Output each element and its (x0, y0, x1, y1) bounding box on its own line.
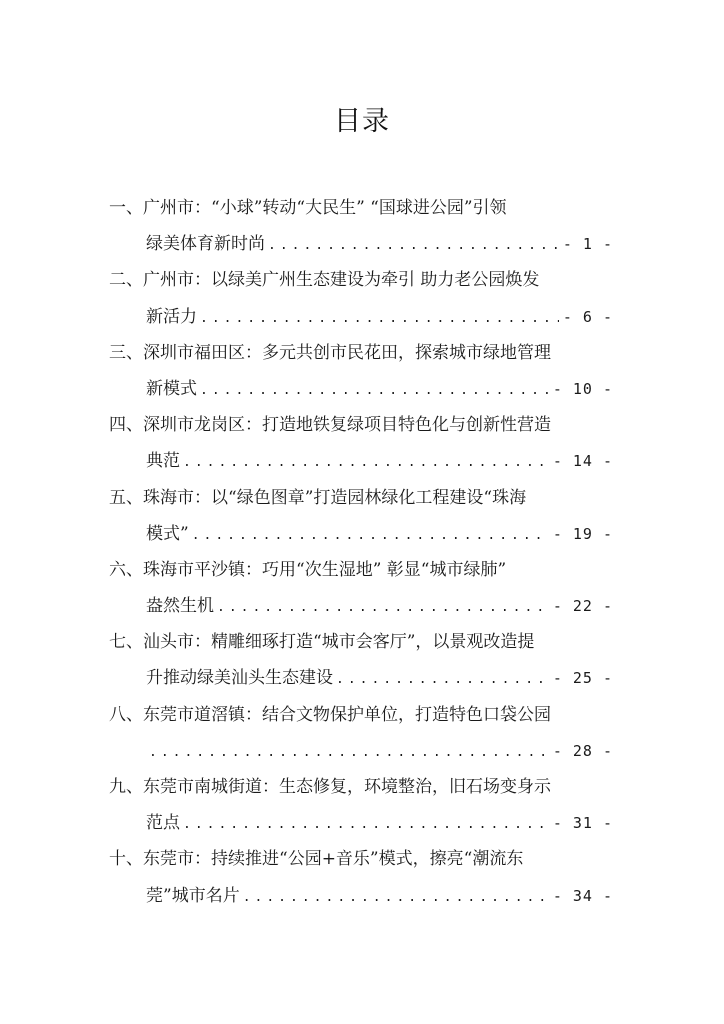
toc-entry-title: 珠海市平沙镇：巧用“次生湿地” 彰显“城市绿肺” (143, 559, 507, 580)
dot-leader (240, 880, 549, 914)
toc-entry-title-continued: 典范 (146, 451, 180, 472)
toc-entry-continuation-line (109, 516, 613, 552)
toc-page-number: - 19 - (552, 524, 613, 543)
toc-page-number: - 14 - (552, 452, 613, 471)
toc-entry-title-continued: 盎然生机 (146, 596, 214, 617)
toc-entry-continuation-line (109, 443, 613, 479)
toc-entry-number: 四、 (109, 415, 143, 436)
toc-entry-title-continued: 新模式 (146, 378, 197, 399)
toc-entry-number: 七、 (109, 632, 143, 653)
toc-page-number: - 6 - (562, 307, 613, 326)
toc-entry-title-line (109, 697, 613, 733)
toc-entry-title-line (109, 262, 613, 298)
toc-entry-number: 一、 (109, 198, 143, 218)
toc-entry-number: 十、 (109, 849, 143, 870)
toc-entry-title: 珠海市：以“绿色图章”打造园林绿化工程建设“珠海 (143, 487, 527, 508)
toc-page-number: - 31 - (552, 814, 613, 833)
toc-entry[interactable] (109, 624, 613, 696)
toc-entry-title-line (109, 624, 613, 660)
dot-leader (146, 735, 549, 769)
toc-entry[interactable] (109, 407, 613, 479)
toc-entry-title: 东莞市：持续推进“公园+音乐”模式，擦亮“潮流东 (143, 849, 524, 870)
toc-entry[interactable] (109, 841, 613, 913)
toc-page-number: - 22 - (552, 597, 613, 616)
toc-page-number: - 10 - (552, 379, 613, 398)
dot-leader (180, 807, 549, 841)
toc-entry-continuation-line (109, 299, 613, 335)
toc-entry-title: 深圳市福田区：多元共创市民花田，探索城市绿地管理 (143, 342, 551, 363)
toc-entry[interactable] (109, 335, 613, 407)
toc-entry-title-line (109, 769, 613, 805)
toc-entry[interactable] (109, 262, 613, 334)
toc-entry-number: 三、 (109, 342, 143, 363)
toc-entry-title-line (109, 407, 613, 443)
dot-leader (333, 662, 549, 696)
toc-entry-title-line (109, 190, 613, 226)
dot-leader (265, 228, 559, 262)
dot-leader (197, 301, 559, 335)
dot-leader (189, 518, 549, 552)
dot-leader (180, 445, 549, 479)
toc-entry[interactable] (109, 552, 613, 624)
toc-entry-continuation-line (109, 371, 613, 407)
toc-entry-number: 二、 (109, 270, 143, 291)
toc-page-number: - 1 - (562, 235, 613, 254)
table-of-contents (109, 190, 613, 914)
toc-entry[interactable] (109, 769, 613, 841)
dot-leader (214, 590, 549, 624)
toc-entry-title: 广州市：以绿美广州生态建设为牵引 助力老公园焕发 (143, 270, 540, 291)
toc-entry-number: 五、 (109, 487, 143, 508)
toc-entry-title-continued: 新活力 (146, 306, 197, 327)
toc-entry-title: 广州市：“小球”转动“大民生” “国球进公园”引领 (143, 198, 507, 218)
toc-entry-title: 东莞市道滘镇：结合文物保护单位，打造特色口袋公园 (143, 704, 551, 725)
toc-entry-continuation-line (109, 733, 613, 769)
toc-entry-title-continued: 莞”城市名片 (146, 885, 240, 906)
toc-entry-title: 汕头市：精雕细琢打造“城市会客厅”，以景观改造提 (143, 632, 535, 653)
toc-entry-title: 东莞市南城街道：生态修复，环境整治，旧石场变身示 (143, 777, 551, 797)
toc-entry-title-continued: 升推动绿美汕头生态建设 (146, 668, 333, 689)
toc-entry[interactable] (109, 697, 613, 769)
toc-entry-continuation-line (109, 805, 613, 841)
toc-entry-title-continued: 范点 (146, 813, 180, 834)
toc-entry-number: 八、 (109, 704, 143, 725)
toc-entry-continuation-line (109, 226, 613, 262)
toc-entry-continuation-line (109, 660, 613, 696)
toc-entry-continuation-line (109, 878, 613, 914)
toc-entry-title-line (109, 841, 613, 877)
toc-page-number: - 28 - (552, 741, 613, 760)
toc-entry-title-line (109, 480, 613, 516)
toc-entry-number: 六、 (109, 559, 143, 580)
toc-entry-title-line (109, 552, 613, 588)
toc-entry-continuation-line (109, 588, 613, 624)
toc-entry[interactable] (109, 190, 613, 262)
toc-entry[interactable] (109, 480, 613, 552)
toc-entry-title-continued: 绿美体育新时尚 (146, 234, 265, 255)
dot-leader (197, 373, 549, 407)
toc-entry-number: 九、 (109, 777, 143, 797)
toc-entry-title-continued: 模式” (146, 523, 189, 544)
toc-page-number: - 25 - (552, 669, 613, 688)
toc-entry-title: 深圳市龙岗区：打造地铁复绿项目特色化与创新性营造 (143, 415, 551, 436)
toc-page-number: - 34 - (552, 886, 613, 905)
page-title: 目录 (334, 106, 390, 137)
toc-entry-title-line (109, 335, 613, 371)
